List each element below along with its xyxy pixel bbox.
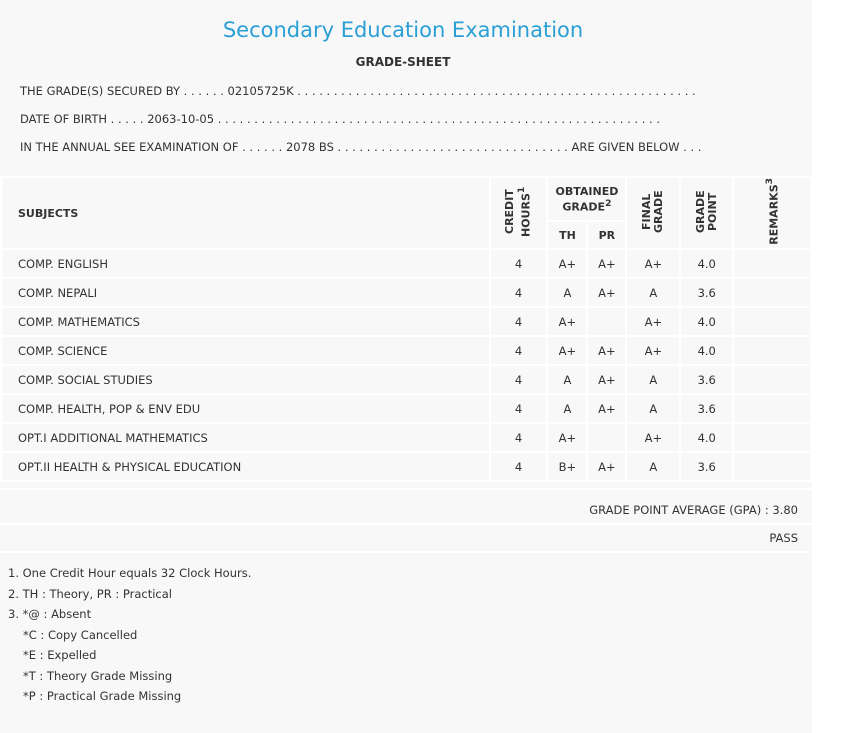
cell-subject: COMP. SOCIAL STUDIES	[1, 365, 490, 394]
subtitle: GRADE-SHEET	[355, 55, 451, 69]
cell-th: A+	[547, 307, 587, 336]
cell-pr: A+	[587, 365, 626, 394]
cell-credit: 4	[490, 365, 548, 394]
table-row	[1, 278, 811, 307]
cell-final: A+	[626, 336, 680, 365]
table-row	[1, 249, 811, 278]
cell-pr: A+	[587, 394, 626, 423]
cell-gp: 4.0	[680, 423, 733, 452]
header-credit-hours: CREDIT HOURS$^1$	[490, 177, 548, 249]
cell-gp: 3.6	[680, 365, 733, 394]
header-subjects: SUBJECTS	[1, 177, 490, 249]
header-final-grade: FINAL GRADE	[626, 177, 680, 249]
dob-line: DATE OF BIRTH . . . . . 2063-10-05 . . . . . . . . . . . . . . . . . . . . . . . . . . . . . . . . . . . . . . . . . . . . . . . . . . . . . . . . . . . . .	[20, 112, 661, 126]
secured-by-line: THE GRADE(S) SECURED BY . . . . . . 02105725K . . . . . . . . . . . . . . . . . . . . . . . . . . . . . . . . . . . . . . . . . . . . . . . . . . . . . . .	[20, 84, 696, 98]
table-row	[1, 307, 811, 336]
cell-gp: 3.6	[680, 394, 733, 423]
header-remarks: REMARKS$^3$	[733, 177, 811, 249]
cell-gp: 4.0	[680, 249, 733, 278]
cell-final: A	[626, 365, 680, 394]
gpa: GRADE POINT AVERAGE (GPA) : 3.80	[589, 503, 798, 517]
cell-gp: 3.6	[680, 452, 733, 481]
cell-th: B+	[547, 452, 587, 481]
cell-pr: A+	[587, 452, 626, 481]
cell-gp: 4.0	[680, 336, 733, 365]
cell-credit: 4	[490, 394, 548, 423]
table-row	[1, 423, 811, 452]
table-row	[1, 365, 811, 394]
cell-remarks	[733, 394, 811, 423]
cell-remarks	[733, 452, 811, 481]
note: 2. TH : Theory, PR : Practical	[8, 586, 172, 601]
cell-credit: 4	[490, 249, 548, 278]
cell-subject: OPT.I ADDITIONAL MATHEMATICS	[1, 423, 490, 452]
note: 3. *@ : Absent	[8, 607, 92, 621]
table-row	[1, 336, 811, 365]
cell-remarks	[733, 423, 811, 452]
note: *E : Expelled	[23, 648, 97, 662]
note: 1. One Credit Hour equals 32 Clock Hours.	[8, 566, 252, 580]
table-row	[1, 452, 811, 481]
cell-th: A+	[547, 249, 587, 278]
result: PASS	[769, 531, 798, 545]
exam-line: IN THE ANNUAL SEE EXAMINATION OF . . . . . . 2078 BS . . . . . . . . . . . . . . . . . . . . . . . . . . . . . . . . ARE GIVEN BELOW . . .	[20, 140, 702, 154]
cell-credit: 4	[490, 336, 548, 365]
cell-th: A	[547, 365, 587, 394]
cell-subject: COMP. HEALTH, POP & ENV EDU	[1, 394, 490, 423]
note: *T : Theory Grade Missing	[23, 668, 173, 683]
cell-credit: 4	[490, 452, 548, 481]
cell-remarks	[733, 249, 811, 278]
header-pr: PR	[587, 221, 626, 249]
cell-subject: COMP. NEPALI	[1, 278, 490, 307]
header-grade-point: GRADE POINT	[680, 177, 733, 249]
cell-final: A	[626, 452, 680, 481]
cell-th: A+	[547, 423, 587, 452]
note: *C : Copy Cancelled	[23, 627, 138, 642]
page-title: Secondary Education Examination	[222, 18, 584, 42]
cell-th: A	[547, 394, 587, 423]
cell-gp: 4.0	[680, 307, 733, 336]
cell-pr	[587, 307, 626, 336]
header-obtained-grade: OBTAINED GRADE$^2$	[547, 177, 626, 221]
cell-th: A+	[547, 336, 587, 365]
note: *P : Practical Grade Missing	[23, 689, 182, 703]
cell-pr: A+	[587, 336, 626, 365]
cell-remarks	[733, 307, 811, 336]
cell-remarks	[733, 336, 811, 365]
cell-credit: 4	[490, 307, 548, 336]
grades-table	[0, 176, 812, 482]
cell-remarks	[733, 278, 811, 307]
cell-subject: OPT.II HEALTH & PHYSICAL EDUCATION	[1, 452, 490, 481]
cell-final: A	[626, 278, 680, 307]
notes	[8, 563, 251, 707]
cell-subject: COMP. ENGLISH	[1, 249, 490, 278]
cell-final: A+	[626, 249, 680, 278]
cell-pr: A+	[587, 249, 626, 278]
cell-subject: COMP. SCIENCE	[1, 336, 490, 365]
cell-final: A+	[626, 307, 680, 336]
header-th: TH	[547, 221, 587, 249]
cell-credit: 4	[490, 423, 548, 452]
cell-pr: A+	[587, 278, 626, 307]
cell-credit: 4	[490, 278, 548, 307]
cell-final: A	[626, 394, 680, 423]
cell-remarks	[733, 365, 811, 394]
cell-subject: COMP. MATHEMATICS	[1, 307, 490, 336]
cell-pr	[587, 423, 626, 452]
cell-final: A+	[626, 423, 680, 452]
cell-gp: 3.6	[680, 278, 733, 307]
table-row	[1, 394, 811, 423]
cell-th: A	[547, 278, 587, 307]
